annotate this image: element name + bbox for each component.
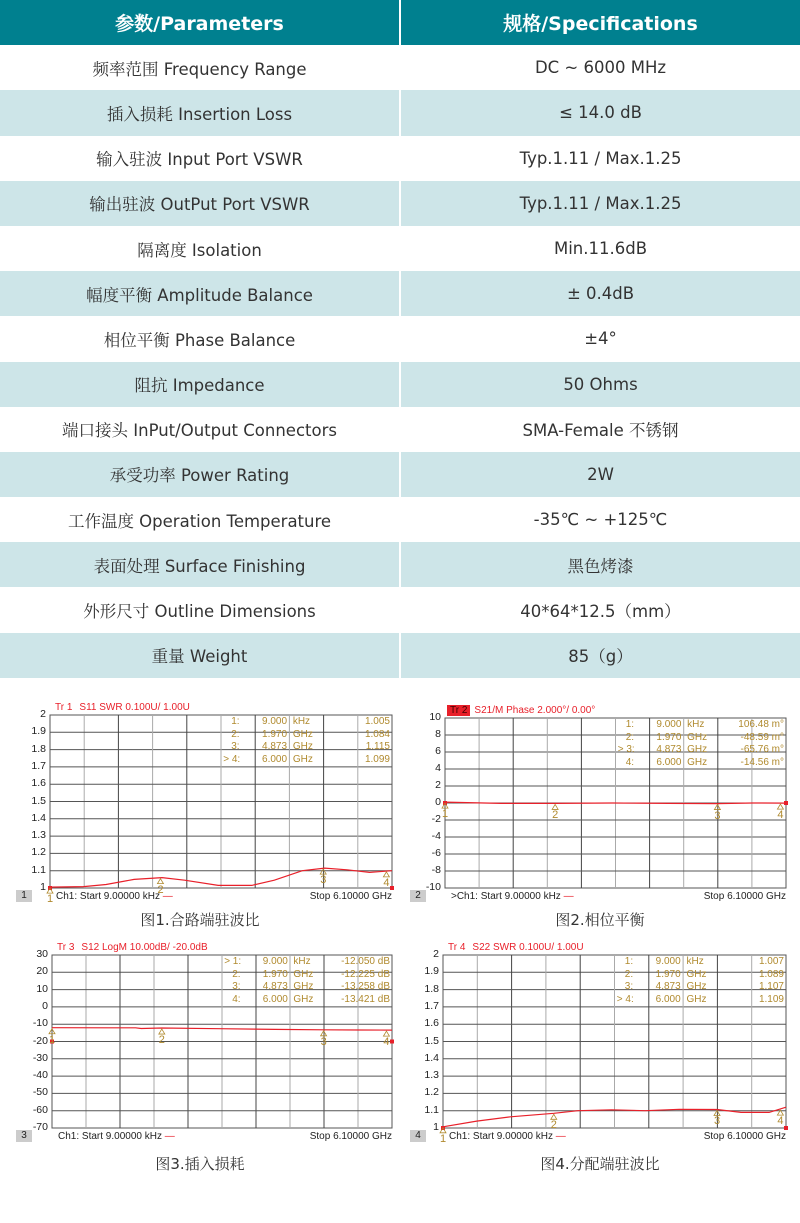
start-frequency: >Ch1: Start 9.00000 kHz — [451, 891, 574, 902]
marker-number: 2 [552, 809, 559, 822]
parameter-cell: 频率范围 Frequency Range [92, 59, 307, 79]
marker-number: 2 [158, 1034, 165, 1047]
trace-format: S11 SWR 0.100U/ 1.00U [79, 702, 190, 713]
marker-value: 1.115 [365, 741, 390, 752]
specification-cell: SMA-Female 不锈钢 [399, 407, 800, 452]
marker-id: > 3: [617, 744, 635, 755]
marker-unit: GHz [292, 753, 313, 765]
marker-unit: GHz [293, 981, 314, 992]
trace-format: S21/M Phase 2.000°/ 0.00° [474, 705, 596, 716]
start-frequency: Ch1: Start 9.00000 kHz — [58, 1131, 175, 1142]
y-tick-label: 1.5 [31, 794, 46, 807]
marker-unit: GHz [687, 731, 708, 743]
reference-marker-right [390, 1040, 394, 1044]
specification-cell: ±4° [399, 316, 800, 361]
marker-frequency: 1.970 [655, 968, 681, 980]
stop-frequency: Stop 6.10000 GHz [309, 1131, 392, 1142]
chart-panel-4 [400, 0, 800, 1223]
marker-frequency: 6.000 [656, 756, 682, 768]
marker-unit: GHz [686, 981, 707, 992]
y-tick-label: 1.7 [31, 759, 46, 772]
start-dash-icon: — [552, 1131, 566, 1142]
y-tick-label: -10 [425, 881, 441, 893]
marker-unit: GHz [292, 728, 313, 740]
y-tick-label: 4 [435, 762, 441, 774]
marker-unit: GHz [687, 756, 708, 768]
specification-cell: -35℃ ~ +125℃ [399, 497, 800, 542]
y-tick-label: -50 [32, 1086, 48, 1099]
y-tick-label: 1.8 [31, 742, 46, 755]
y-tick-label: -4 [431, 830, 441, 842]
y-tick-label: 1.7 [424, 999, 439, 1012]
marker-value: -65.76 m° [740, 744, 784, 755]
marker-value: 1.084 [364, 728, 390, 740]
specification-cell: ± 0.4dB [399, 271, 800, 316]
marker-value: 1.005 [364, 716, 390, 727]
marker-value: 1.089 [758, 968, 784, 980]
marker-value: -13.421 dB [341, 993, 390, 1005]
marker-frequency: 9.000 [262, 956, 288, 967]
marker-id: > 4: [223, 753, 241, 765]
marker-number: 3 [714, 809, 721, 822]
parameter-cell: 端口接头 InPut/Output Connectors [62, 421, 337, 441]
y-tick-label: 6 [435, 745, 441, 757]
y-tick-label: 1.4 [31, 811, 46, 824]
marker-frequency: 4.873 [655, 981, 681, 992]
y-tick-label: 1 [40, 881, 46, 893]
marker-frequency: 6.000 [262, 993, 288, 1005]
y-tick-label: 1.2 [31, 846, 46, 859]
marker-id: 2: [624, 968, 634, 980]
y-tick-label: -40 [32, 1069, 48, 1082]
marker-number: 4 [383, 876, 390, 889]
y-tick-label: 0 [42, 999, 48, 1012]
parameter-cell: 重量 Weight [0, 633, 399, 678]
marker-value: 1.007 [758, 956, 784, 967]
marker-number: 2 [550, 1119, 557, 1132]
start-dash-icon: — [159, 891, 173, 902]
marker-unit: GHz [293, 968, 314, 980]
marker-number: 3 [320, 874, 327, 887]
stop-frequency: Stop 6.10000 GHz [309, 891, 392, 902]
chart-caption: 图1.合路端驻波比 [140, 911, 260, 929]
marker-number: 1 [49, 1033, 56, 1046]
stop-frequency: Stop 6.10000 GHz [703, 1131, 786, 1142]
marker-number: 4 [383, 1036, 390, 1049]
trace-format: S12 LogM 10.00dB/ -20.0dB [81, 942, 208, 953]
header-parameters: 参数/Parameters [0, 0, 399, 45]
specification-cell: ≤ 14.0 dB [399, 90, 800, 135]
y-tick-label: -30 [32, 1051, 48, 1064]
specification-cell: 50 Ohms [399, 362, 800, 407]
trace-format: S22 SWR 0.100U/ 1.00U [472, 942, 584, 953]
marker-number: 1 [47, 893, 54, 906]
panel-number: 4 [410, 1130, 426, 1142]
trace-label: Tr 2 [447, 705, 470, 716]
specification-cell: 40*64*12.5（mm） [399, 587, 800, 632]
marker-frequency: 9.000 [656, 719, 682, 730]
y-tick-label: 8 [435, 728, 441, 740]
y-tick-label: -8 [431, 864, 441, 876]
parameter-cell: 相位平衡 Phase Balance [103, 330, 296, 350]
marker-frequency: 1.970 [656, 731, 682, 743]
y-tick-label: -20 [32, 1034, 48, 1047]
marker-frequency: 4.873 [262, 981, 288, 992]
y-tick-label: 2 [40, 708, 46, 720]
y-tick-label: -6 [431, 847, 441, 859]
trace-label: Tr 1 [55, 702, 73, 713]
specification-cell: 2W [399, 452, 800, 497]
y-tick-label: -2 [431, 813, 441, 825]
plot-area [400, 0, 800, 1223]
y-tick-label: 10 [36, 982, 48, 995]
y-tick-label: -60 [32, 1103, 48, 1116]
marker-id: 2: [625, 731, 635, 743]
marker-id: 1: [624, 956, 634, 967]
marker-number: 3 [320, 1035, 327, 1048]
marker-unit: kHz [292, 716, 311, 727]
start-dash-icon: — [161, 1131, 175, 1142]
marker-unit: GHz [687, 744, 708, 755]
y-tick-label: 10 [429, 711, 441, 723]
marker-id: 3: [231, 741, 240, 752]
parameter-cell: 输入驻波 Input Port VSWR [96, 150, 303, 170]
marker-frequency: 6.000 [262, 753, 288, 765]
marker-id: 3: [624, 981, 634, 992]
y-tick-label: 1.8 [424, 982, 439, 995]
marker-frequency: 4.873 [262, 741, 288, 752]
y-tick-label: 1.9 [424, 965, 439, 978]
marker-unit: kHz [687, 719, 705, 730]
y-tick-label: 1.3 [31, 829, 46, 842]
y-tick-label: 1.9 [31, 725, 46, 738]
marker-value: -14.56 m° [740, 756, 784, 768]
start-frequency: Ch1: Start 9.00000 kHz — [449, 1131, 566, 1142]
parameter-cell: 输出驻波 OutPut Port VSWR [0, 181, 399, 226]
panel-number: 3 [16, 1130, 32, 1142]
y-tick-label: 2 [435, 779, 441, 791]
specification-cell: Min.11.6dB [399, 226, 800, 271]
marker-unit: kHz [293, 956, 311, 967]
y-tick-label: 1 [433, 1121, 439, 1133]
marker-frequency: 9.000 [262, 716, 288, 727]
marker-unit: GHz [293, 993, 314, 1005]
marker-value: 1.109 [758, 993, 784, 1005]
parameter-cell: 工作温度 Operation Temperature [67, 511, 332, 531]
specification-cell: DC ~ 6000 MHz [399, 45, 800, 90]
marker-id: > 1: [224, 956, 242, 967]
marker-value: 1.107 [758, 981, 784, 992]
start-dash-icon: — [560, 891, 574, 902]
y-tick-label: 1.6 [31, 777, 46, 790]
marker-value: 106.48 m° [738, 719, 784, 730]
marker-unit: GHz [686, 993, 707, 1005]
marker-frequency: 9.000 [655, 956, 681, 967]
stop-frequency: Stop 6.10000 GHz [703, 891, 786, 902]
marker-unit: kHz [686, 956, 704, 967]
marker-unit: GHz [292, 741, 313, 752]
parameter-cell: 表面处理 Surface Finishing [0, 542, 399, 587]
parameter-cell: 隔离度 Isolation [137, 240, 262, 260]
marker-value: -13.258 dB [341, 981, 390, 992]
y-tick-label: 1.3 [424, 1069, 439, 1082]
marker-frequency: 4.873 [656, 744, 682, 755]
marker-unit: GHz [686, 968, 707, 980]
y-tick-label: 1.1 [31, 863, 46, 876]
panel-number: 1 [16, 890, 32, 902]
marker-frequency: 6.000 [655, 993, 681, 1005]
marker-value: -48.59 m° [740, 731, 784, 743]
marker-number: 3 [714, 1115, 721, 1128]
marker-id: 1: [231, 716, 240, 727]
y-tick-label: 1.2 [424, 1086, 439, 1099]
marker-id: > 4: [616, 993, 634, 1005]
parameter-cell: 阻抗 Impedance [0, 362, 399, 407]
marker-value: 1.099 [364, 753, 390, 765]
chart-caption: 图2.相位平衡 [555, 911, 645, 929]
marker-frequency: 1.970 [262, 728, 288, 740]
parameter-cell: 幅度平衡 Amplitude Balance [0, 271, 399, 316]
start-frequency: Ch1: Start 9.00000 kHz — [56, 891, 173, 902]
parameter-cell: 插入损耗 Insertion Loss [0, 90, 399, 135]
trace-label: Tr 4 [448, 942, 466, 953]
specification-cell: Typ.1.11 / Max.1.25 [399, 181, 800, 226]
marker-number: 1 [440, 1132, 447, 1145]
marker-id: 1: [625, 719, 635, 730]
specification-cell: 黑色烤漆 [399, 542, 800, 587]
specification-cell: 85（g） [399, 633, 800, 678]
y-tick-label: 20 [36, 965, 48, 978]
y-tick-label: -10 [32, 1017, 48, 1030]
y-tick-label: 30 [36, 948, 48, 960]
marker-value: -12.050 dB [341, 956, 390, 967]
marker-id: 2: [232, 968, 241, 980]
marker-id: 4: [232, 993, 241, 1005]
marker-value: -12.225 dB [341, 968, 390, 980]
marker-frequency: 1.970 [262, 968, 288, 980]
marker-number: 1 [442, 808, 449, 821]
marker-id: 4: [625, 756, 635, 768]
y-tick-label: -70 [32, 1121, 48, 1133]
y-tick-label: 0 [435, 796, 441, 808]
marker-number: 4 [777, 809, 784, 822]
panel-number: 2 [410, 890, 426, 902]
header-specifications: 规格/Specifications [399, 0, 800, 45]
chart-caption: 图4.分配端驻波比 [540, 1155, 660, 1173]
trace-label: Tr 3 [57, 942, 75, 953]
parameter-cell: 外形尺寸 Outline Dimensions [83, 602, 316, 622]
y-tick-label: 2 [433, 948, 439, 960]
y-tick-label: 1.6 [424, 1017, 439, 1030]
parameter-cell: 承受功率 Power Rating [0, 452, 399, 497]
marker-number: 4 [777, 1115, 784, 1128]
chart-caption: 图3.插入损耗 [155, 1155, 245, 1173]
marker-id: 2: [231, 728, 240, 740]
y-tick-label: 1.1 [424, 1103, 439, 1116]
reference-marker-right [784, 1126, 788, 1130]
specification-cell: Typ.1.11 / Max.1.25 [399, 136, 800, 181]
marker-number: 2 [157, 883, 164, 896]
y-tick-label: 1.5 [424, 1034, 439, 1047]
marker-id: 3: [232, 981, 241, 992]
y-tick-label: 1.4 [424, 1051, 439, 1064]
